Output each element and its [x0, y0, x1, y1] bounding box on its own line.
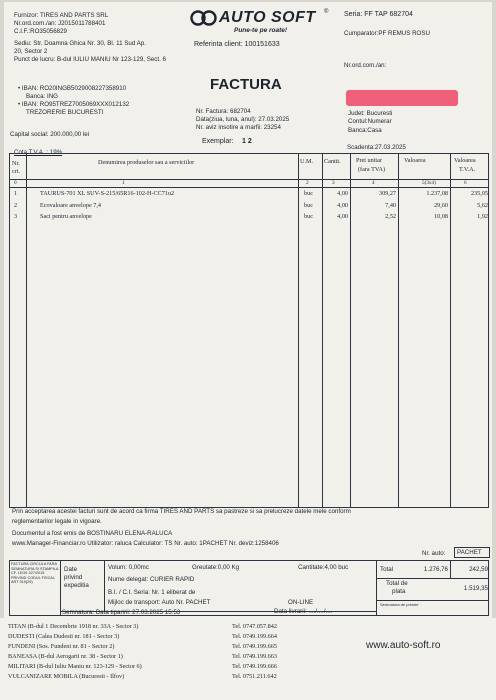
redaction-block: [346, 90, 458, 106]
supplier-bank-1: Banca: ING: [26, 93, 58, 100]
buyer-bank: Banca:Casa: [348, 127, 382, 134]
buyer-account: Contul:Numerar: [348, 118, 392, 125]
store-name: DUDESTI (Calea Dudesti nr. 181 - Sector 3): [8, 633, 120, 640]
pay-total-label-1: Total de: [386, 580, 408, 587]
invoice-series: Seria: FF TAP 682704: [344, 11, 413, 18]
transport-means: Mijloc de transport: Auto Nr. PACHET: [108, 599, 211, 606]
col-header-crt: crt.: [12, 168, 21, 175]
row-nr: 3: [14, 213, 18, 220]
row-value: 1.237,08: [426, 190, 448, 197]
row-vat: 5,62: [477, 202, 488, 209]
dispatch-volume: Volum: 0,00mc: [108, 564, 149, 571]
row-vat: 1,92: [477, 213, 488, 220]
store-name: TITAN (B-dul 1 Decembrie 1918 nr. 33A - Sector 3): [8, 623, 139, 630]
supplier-bank-2: TREZORERIE BUCURESTI: [26, 109, 104, 116]
website-link[interactable]: www.auto-soft.ro: [366, 640, 441, 651]
buyer-name: Cumparator:PF REMUS ROSU: [344, 30, 430, 37]
row-price: 7,40: [385, 202, 396, 209]
issued-by: Documentul a fost emis de BOSTINARU ELENA-RALUCA: [12, 530, 173, 537]
invoice-title: FACTURA: [210, 76, 282, 93]
row-qty: 4,00: [337, 213, 348, 220]
delegate-name: Nume delegat: CURIER RAPID: [108, 576, 195, 583]
supplier-address-line2: 20, Sector 2: [14, 48, 48, 55]
fiscal-stamp-note: FACTURA CIRCULA FARA SEMNATURA SI STAMPILA CF. LEGII 227/2015 PRIVIND CODUL FISCAL ART 319(29): [11, 562, 59, 585]
row-qty: 4,00: [337, 190, 348, 197]
store-phone: Tel. 0749.199.666: [232, 663, 277, 670]
logo-registered-mark: ®: [324, 9, 329, 15]
print-signature-date: Semnatura: Data tiparirii: 27.03.2025 15:53: [62, 609, 181, 616]
nr-auto-value: PACHET: [457, 549, 482, 556]
buyer-reg-no: Nr.ord.com./an:: [344, 62, 387, 69]
capital-social: Capital social: 200.000,00 lei: [10, 131, 90, 138]
supplier-reg-no: Nr.ord.com./an: J2015011788401: [14, 20, 106, 27]
dispatch-quantity: Cantitate:4,00 buc: [298, 564, 349, 571]
total-label: Total: [380, 566, 394, 573]
col-header-um: U.M.: [300, 158, 314, 165]
row-description: Saci pentru anvelope: [40, 213, 92, 220]
row-description: Ecovaloare anvelope 7,4: [40, 202, 101, 209]
supplier-iban-2: • IBAN: RO95TREZ7005069XXX012132: [18, 101, 130, 108]
col-header-value: Valoarea: [404, 157, 426, 164]
col-index-1: 1: [122, 180, 125, 186]
store-phone: Tel. 0749.199.665: [232, 643, 277, 650]
pay-total-value: 1.519,35: [463, 585, 488, 592]
auto-soft-logo: [190, 8, 340, 40]
due-date: Scadenta:27.03.2025: [347, 144, 406, 151]
copies-value: 1 2: [242, 138, 252, 145]
row-nr: 2: [14, 202, 18, 209]
store-name: BANEASA (B-dul Aerogarii nr. 38 - Sector 1): [8, 653, 123, 660]
notice-number: Nr. aviz insotire a marfii: 23254: [196, 124, 281, 131]
row-um: buc: [304, 202, 313, 209]
logo-text: AUTO SOFT: [219, 9, 316, 26]
col-index-0: 0: [14, 180, 17, 186]
row-value: 10,08: [434, 213, 448, 220]
supplier-cif: C.I.F.:RO35056829: [14, 28, 67, 35]
col-header-vat-1: Valoarea: [454, 157, 476, 164]
col-index-5: 5(3x4): [422, 180, 436, 186]
client-reference: Referinta client: 100151633: [194, 41, 280, 48]
dispatch-label-3: expeditia: [64, 582, 89, 589]
col-header-price-1: Pret unitar: [356, 157, 382, 164]
store-name: VULCANIZARE MOBILA (Bucuresti - Ilfov): [8, 673, 125, 680]
buyer-county: Judet: Bucuresti: [348, 110, 393, 117]
store-name: MILITARI (B-dul Iuliu Maniu nr. 123-129 - Sector 6): [8, 663, 142, 670]
row-um: buc: [304, 213, 313, 220]
store-name: FUNDENI (Sos. Fundeni nr. 81 - Sector 2): [8, 643, 115, 650]
gdpr-note-line1: Prin acceptarea acestei facturi sunt de acord ca firma TIRES AND PARTS sa pastreze si sa prelucreze datele mele conform: [12, 508, 351, 515]
col-header-qty: Cantit.: [324, 158, 341, 165]
pay-total-label-2: plata: [392, 588, 406, 595]
supplier-workpoint: Punct de lucru: B-dul IULIU MANIU Nr 123-129, Sect. 6: [14, 56, 167, 63]
store-phone: Tel. 0747.057.842: [232, 623, 277, 630]
row-qty: 4,00: [337, 202, 348, 209]
col-index-6: 6: [464, 180, 467, 186]
stores-footer: [0, 618, 496, 700]
invoice-date: Data(ziua, luna, anul): 27.03.2025: [196, 116, 290, 123]
delivery-date: Data livrarii: ..../..../....: [274, 608, 333, 615]
row-um: buc: [304, 190, 313, 197]
row-vat: 235,05: [470, 190, 488, 197]
col-index-4: 4: [372, 180, 375, 186]
dispatch-label-2: privind: [64, 574, 83, 581]
copies-label: Exemplar:: [202, 138, 234, 145]
col-header-vat-2: T.V.A.: [459, 166, 476, 173]
gdpr-note-line2: reglementarilor legale in vigoare.: [12, 518, 102, 525]
col-header-description: Denumirea produselor sau a serviciilor: [98, 159, 195, 166]
col-index-2: 2: [306, 180, 309, 186]
delegate-id-card: B.I. / C.I. Seria: Nr. 1 eliberat de: [108, 589, 196, 596]
supplier-address-line1: Sediu: Str. Doamna Ghica Nr. 30, Bl. 11 Sud Ap.: [14, 40, 146, 47]
supplier-iban-1: • IBAN: RO20INGB5029008227358910: [18, 85, 127, 92]
invoice-number: Nr. Factura: 682704: [196, 108, 251, 115]
dispatch-label-1: Date: [64, 566, 78, 573]
total-vat: 242,59: [469, 566, 488, 573]
row-price: 2,52: [385, 213, 396, 220]
logo-slogan: Pune-te pe roate!: [234, 27, 288, 34]
total-value: 1.276,76: [423, 566, 448, 573]
store-phone: Tel. 0751.211.642: [232, 673, 277, 680]
store-phone: Tel. 0749.199.663: [232, 653, 277, 660]
row-value: 29,60: [434, 202, 448, 209]
online-label: ON-LINE: [288, 599, 314, 606]
col-header-nr: Nr.: [12, 160, 20, 167]
supplier-name: Furnizor: TIRES AND PARTS SRL: [14, 12, 109, 19]
col-header-price-2: (fara TVA): [358, 166, 386, 173]
software-info: www.Manager-Financiar.ro Utilizator: raluca Calculator: TS Nr. auto: 1PACHET Nr. deviz:1258406: [12, 540, 279, 547]
store-phone: Tel. 0749.199.664: [232, 633, 277, 640]
dispatch-weight: Greutate:0,00 Kg: [192, 564, 240, 571]
row-nr: 1: [14, 190, 18, 197]
vat-rate: Cota T.V.A. : 19%: [14, 149, 63, 156]
nr-auto-label: Nr. auto:: [422, 550, 446, 557]
invoice-sheet: [4, 2, 492, 618]
row-price: 309,27: [378, 190, 396, 197]
col-index-3: 3: [332, 180, 335, 186]
row-description: TAURUS-701 XL SUV-S-215/65R16-102-H-CC71u2: [40, 190, 175, 197]
buyer-signature-label: Semnatura de primire: [380, 602, 419, 607]
